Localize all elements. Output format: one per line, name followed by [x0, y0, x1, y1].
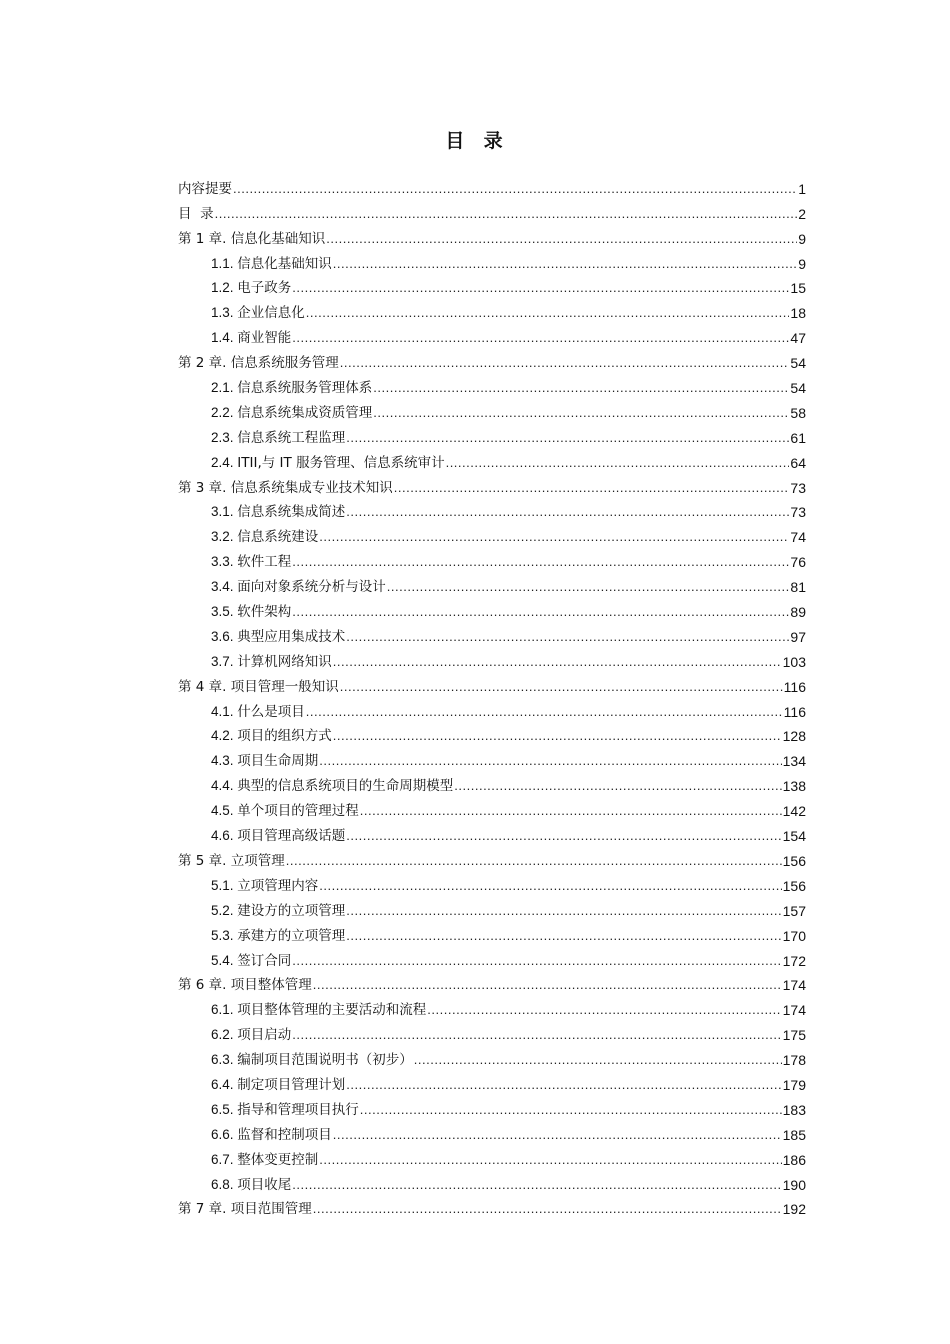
toc-entry-section[interactable] [178, 422, 806, 447]
toc-entry-page-number: 73 [790, 479, 806, 496]
toc-entry-title: 第 6 章. 项目整体管理 [178, 977, 312, 994]
toc-entry-page-number: 58 [790, 404, 806, 421]
toc-dot-leader [446, 454, 790, 472]
toc-entry-title: 第 3 章. 信息系统集成专业技术知识 [178, 479, 393, 496]
toc-entry-title: 第 4 章. 项目管理一般知识 [178, 678, 339, 695]
toc-entry-title: 项目的组织方式 [237, 728, 332, 745]
toc-entry-page-number: 192 [782, 1201, 806, 1218]
toc-dot-leader [333, 255, 797, 273]
toc-entry-section[interactable] [178, 1044, 806, 1069]
toc-entry-title: 第 7 章. 项目范围管理 [178, 1201, 312, 1218]
toc-dot-leader [414, 1051, 782, 1069]
toc-entry-section[interactable] [178, 1069, 806, 1094]
toc-entry-number: 3.7. [211, 653, 238, 669]
toc-entry-section[interactable] [178, 1019, 806, 1044]
toc-entry-title: 商业智能 [237, 330, 292, 347]
toc-entry-page-number: 89 [790, 604, 806, 621]
toc-entry-number: 3.6. [211, 628, 238, 644]
toc-dot-leader [306, 703, 783, 721]
toc-entry-section[interactable] [178, 994, 806, 1019]
toc-entry-title: 立项管理内容 [237, 877, 319, 894]
toc-entry-page-number: 190 [782, 1176, 806, 1193]
toc-entry-title: 信息系统工程监理 [237, 429, 346, 446]
toc-entry-number: 6.7. [211, 1151, 238, 1167]
toc-entry-section[interactable] [178, 546, 806, 571]
toc-dot-leader [387, 578, 790, 596]
toc-entry-page-number: 175 [782, 1027, 806, 1044]
toc-entry-title: 信息系统集成资质管理 [237, 404, 373, 421]
toc-entry-title: 制定项目管理计划 [237, 1076, 346, 1093]
toc-entry-page-number: 9 [798, 255, 806, 272]
toc-entry-number: 6.1. [211, 1002, 238, 1018]
toc-entry-number: 2.2. [211, 404, 238, 420]
toc-dot-leader [319, 528, 789, 546]
toc-dot-leader [233, 180, 797, 198]
toc-entry-title: 项目整体管理的主要活动和流程 [237, 1002, 427, 1019]
toc-entry-section[interactable] [178, 1119, 806, 1144]
toc-entry-number: 6.8. [211, 1176, 238, 1192]
toc-entry-section[interactable] [178, 920, 806, 945]
toc-dot-leader [340, 678, 783, 696]
toc-entry-chapter[interactable] [178, 223, 806, 248]
toc-entry-number: 2.4. [211, 454, 238, 470]
toc-dot-leader [286, 852, 782, 870]
toc-dot-leader [292, 329, 789, 347]
toc-dot-leader [340, 354, 790, 372]
toc-entry-section[interactable] [178, 297, 806, 322]
toc-entry-section[interactable] [178, 397, 806, 422]
toc-entry-chapter[interactable] [178, 845, 806, 870]
toc-entry-page-number: 138 [782, 778, 806, 795]
toc-dot-leader [346, 902, 781, 920]
toc-entry-number: 3.5. [211, 604, 238, 620]
toc-dot-leader [333, 653, 782, 671]
toc-entry-title: 建设方的立项管理 [237, 902, 346, 919]
toc-dot-leader [292, 279, 789, 297]
toc-entry-page-number: 61 [790, 429, 806, 446]
toc-entry-page-number: 116 [783, 703, 806, 720]
toc-entry-number: 4.3. [211, 753, 238, 769]
toc-entry-number: 6.6. [211, 1126, 238, 1142]
toc-entry-section[interactable] [178, 696, 806, 721]
toc-entry-page-number: 2 [798, 205, 806, 222]
toc-entry-title: 项目启动 [237, 1027, 292, 1044]
toc-entry-page-number: 15 [790, 280, 806, 297]
toc-dot-leader [346, 1076, 781, 1094]
toc-entry-title: 典型应用集成技术 [237, 628, 346, 645]
toc-entry-page-number: 156 [782, 877, 806, 894]
toc-entry-number: 4.2. [211, 728, 238, 744]
toc-entry-title: 整体变更控制 [237, 1151, 319, 1168]
toc-entry-section[interactable] [178, 248, 806, 273]
toc-entry-title: 第 5 章. 立项管理 [178, 852, 285, 869]
toc-dot-leader [360, 802, 782, 820]
toc-entry-page-number: 170 [782, 927, 806, 944]
toc-entry-title: 企业信息化 [237, 305, 305, 322]
toc-dot-leader [292, 553, 789, 571]
toc-entry-title: 项目收尾 [237, 1176, 292, 1193]
toc-entry-section[interactable] [178, 372, 806, 397]
toc-entry-number: 1.1. [211, 255, 238, 271]
toc-entry-page-number: 154 [782, 828, 806, 845]
toc-dot-leader [346, 628, 789, 646]
toc-entry-title: 计算机网络知识 [237, 653, 332, 670]
toc-entry-title: 电子政务 [237, 280, 292, 297]
toc-entry-chapter[interactable] [178, 472, 806, 497]
toc-dot-leader [346, 827, 781, 845]
toc-dot-leader [313, 1200, 782, 1218]
toc-entry-section[interactable] [178, 497, 806, 522]
toc-entry-page-number: 157 [782, 902, 806, 919]
toc-entry-page-number: 183 [782, 1101, 806, 1118]
toc-dot-leader [394, 479, 790, 497]
toc-entry-title: 监督和控制项目 [237, 1126, 332, 1143]
toc-entry-chapter[interactable] [178, 1194, 806, 1219]
toc-entry-page-number: 9 [798, 230, 806, 247]
toc-entry-number: 3.3. [211, 554, 238, 570]
toc-entry-number: 6.4. [211, 1076, 238, 1092]
toc-entry-title: 目 录 [178, 205, 214, 222]
toc-dot-leader [427, 1001, 781, 1019]
toc-entry-section[interactable] [178, 895, 806, 920]
toc-entry-page-number: 134 [782, 753, 806, 770]
toc-entry-page-number: 64 [790, 454, 806, 471]
toc-entry-section[interactable] [178, 1169, 806, 1194]
toc-dot-leader [292, 952, 781, 970]
toc-entry-title: ITII,与 IT 服务管理、信息系统审计 [237, 454, 445, 471]
toc-entry-section[interactable] [178, 596, 806, 621]
toc-entry-number: 4.1. [211, 703, 238, 719]
toc-entry-title: 信息系统集成简述 [237, 504, 346, 521]
toc-dot-leader [333, 727, 782, 745]
toc-entry-section[interactable] [178, 745, 806, 770]
toc-entry-page-number: 186 [782, 1151, 806, 1168]
toc-entry-section[interactable] [178, 621, 806, 646]
toc-entry-chapter[interactable] [178, 173, 806, 198]
toc-entry-title: 软件工程 [237, 554, 292, 571]
toc-entry-section[interactable] [178, 721, 806, 746]
toc-entry-number: 3.2. [211, 529, 238, 545]
toc-entry-title: 第 2 章. 信息系统服务管理 [178, 355, 339, 372]
toc-entry-title: 信息化基础知识 [237, 255, 332, 272]
toc-entry-chapter[interactable] [178, 671, 806, 696]
toc-entry-page-number: 73 [790, 504, 806, 521]
toc-entry-page-number: 116 [783, 678, 806, 695]
toc-entry-number: 5.3. [211, 927, 238, 943]
toc-entry-number: 1.2. [211, 280, 238, 296]
toc-entry-title: 项目管理高级话题 [237, 828, 346, 845]
page-title: 目 录 [445, 130, 505, 152]
toc-entry-page-number: 54 [790, 355, 806, 372]
toc-entry-page-number: 128 [782, 728, 806, 745]
toc-entry-number: 6.5. [211, 1101, 238, 1117]
toc-dot-leader [346, 503, 789, 521]
toc-entry-section[interactable] [178, 770, 806, 795]
toc-dot-leader [333, 1126, 782, 1144]
toc-entry-title: 指导和管理项目执行 [237, 1101, 359, 1118]
toc-entry-page-number: 174 [782, 1002, 806, 1019]
toc-dot-leader [313, 976, 782, 994]
toc-entry-number: 6.3. [211, 1052, 238, 1068]
toc-dot-leader [292, 1176, 781, 1194]
toc-dot-leader [373, 404, 789, 422]
toc-entry-section[interactable] [178, 273, 806, 298]
toc-entry-page-number: 1 [798, 180, 806, 197]
toc-entry-section[interactable] [178, 820, 806, 845]
toc-dot-leader [319, 752, 781, 770]
toc-dot-leader [360, 1101, 782, 1119]
toc-dot-leader [306, 304, 790, 322]
toc-entry-section[interactable] [178, 571, 806, 596]
toc-entry-title: 软件架构 [237, 604, 292, 621]
toc-entry-section[interactable] [178, 447, 806, 472]
toc-entry-number: 6.2. [211, 1027, 238, 1043]
toc-entry-page-number: 156 [782, 852, 806, 869]
toc-entry-chapter[interactable] [178, 970, 806, 995]
toc-entry-section[interactable] [178, 1144, 806, 1169]
toc-entry-section[interactable] [178, 646, 806, 671]
toc-entry-page-number: 172 [782, 952, 806, 969]
toc-entry-chapter[interactable] [178, 198, 806, 223]
toc-entry-page-number: 178 [782, 1052, 806, 1069]
toc-entry-number: 2.3. [211, 429, 238, 445]
toc-dot-leader [346, 429, 789, 447]
toc-entry-number: 5.2. [211, 902, 238, 918]
toc-dot-leader [373, 379, 789, 397]
toc-entry-title: 典型的信息系统项目的生命周期模型 [237, 778, 454, 795]
toc-entry-title: 内容提要 [178, 180, 232, 197]
toc-entry-title: 什么是项目 [237, 703, 305, 720]
toc-entry-title: 项目生命周期 [237, 753, 319, 770]
toc-entry-number: 3.4. [211, 579, 238, 595]
toc-entry-title: 编制项目范围说明书（初步） [237, 1052, 413, 1069]
toc-entry-number: 5.1. [211, 877, 238, 893]
toc-entry-title: 面向对象系统分析与设计 [237, 579, 386, 596]
toc-entry-page-number: 74 [790, 529, 806, 546]
toc-entry-section[interactable] [178, 870, 806, 895]
toc-entry-page-number: 18 [790, 305, 806, 322]
toc-entry-page-number: 54 [790, 380, 806, 397]
toc-entry-page-number: 142 [782, 803, 806, 820]
toc-entry-number: 5.4. [211, 952, 238, 968]
toc-entry-title: 第 1 章. 信息化基础知识 [178, 230, 326, 247]
toc-entry-title: 信息系统服务管理体系 [237, 380, 373, 397]
toc-entry-page-number: 47 [790, 330, 806, 347]
toc-entry-section[interactable] [178, 945, 806, 970]
toc-entry-title: 单个项目的管理过程 [237, 803, 359, 820]
toc-entry-number: 3.1. [211, 504, 238, 520]
toc-entry-number: 2.1. [211, 380, 238, 396]
toc-entry-section[interactable] [178, 521, 806, 546]
toc-entry-page-number: 97 [790, 628, 806, 645]
toc-dot-leader [292, 603, 789, 621]
toc-entry-section[interactable] [178, 1094, 806, 1119]
toc-dot-leader [292, 1026, 781, 1044]
toc-entry-number: 4.4. [211, 778, 238, 794]
toc-entry-title: 签订合同 [237, 952, 292, 969]
toc-dot-leader [215, 205, 798, 223]
toc-dot-leader [326, 230, 797, 248]
toc-dot-leader [346, 927, 781, 945]
toc-entry-page-number: 179 [782, 1076, 806, 1093]
toc-entry-page-number: 76 [790, 554, 806, 571]
toc-entry-page-number: 81 [790, 579, 806, 596]
toc-entry-title: 信息系统建设 [237, 529, 319, 546]
toc-entry-number: 1.3. [211, 305, 238, 321]
toc-entry-page-number: 185 [782, 1126, 806, 1143]
toc-entry-page-number: 174 [782, 977, 806, 994]
toc-entry-page-number: 103 [782, 653, 806, 670]
table-of-contents [178, 173, 806, 1218]
toc-entry-section[interactable] [178, 322, 806, 347]
toc-dot-leader [319, 1151, 781, 1169]
toc-entry-number: 4.5. [211, 803, 238, 819]
toc-entry-section[interactable] [178, 795, 806, 820]
toc-entry-number: 1.4. [211, 330, 238, 346]
toc-dot-leader [454, 777, 781, 795]
toc-entry-chapter[interactable] [178, 347, 806, 372]
toc-dot-leader [319, 877, 781, 895]
toc-entry-number: 4.6. [211, 828, 238, 844]
toc-entry-title: 承建方的立项管理 [237, 927, 346, 944]
